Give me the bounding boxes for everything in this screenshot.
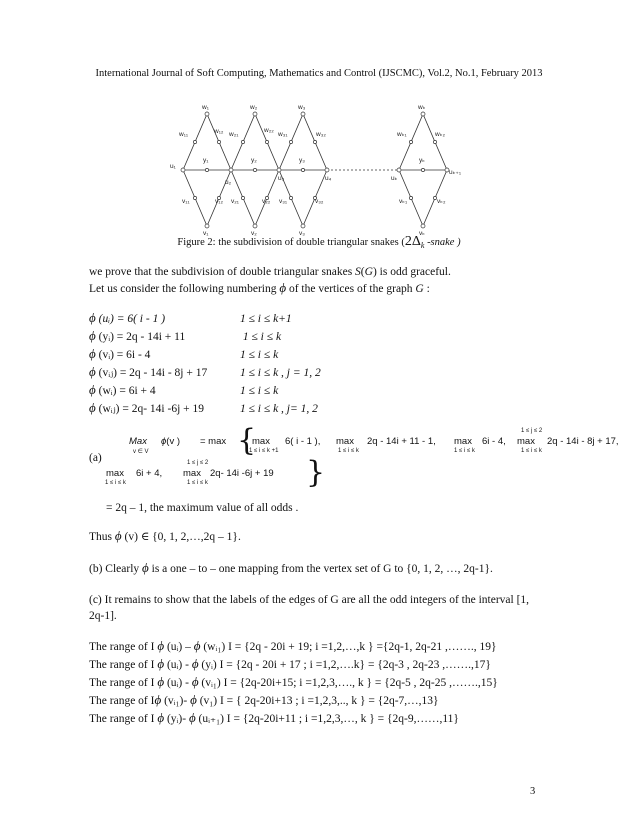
- svg-text:u₃: u₃: [278, 175, 285, 182]
- journal-header: International Journal of Soft Computing, Mathematics and Control (IJSCMC), Vol.2, No.1, February 2013: [95, 68, 543, 79]
- svg-text:y₃: y₃: [299, 157, 305, 164]
- equation-w: ϕ (wᵢ) = 6i + 4 1 ≤ i ≤ k: [89, 382, 279, 397]
- svg-text:w₁₂: w₁₂: [214, 128, 224, 135]
- intro-line-1: we prove that the subdivision of double triangular snakes S(G) is odd graceful.: [89, 266, 451, 278]
- svg-text:vₖ₁: vₖ₁: [399, 198, 408, 205]
- max-result: = 2q – 1, the maximum value of all odds .: [106, 502, 299, 514]
- svg-text:w₃: w₃: [298, 104, 306, 111]
- svg-text:v₂₂: v₂₂: [262, 198, 271, 205]
- svg-text:y₂: y₂: [251, 157, 257, 164]
- figure-caption: Figure 2: the subdivision of double triangular snakes ($2\Delta_k$ -snake ): [177, 234, 461, 251]
- double-triangular-snake-figure: [165, 98, 475, 236]
- svg-text:w₂₁: w₂₁: [229, 131, 239, 138]
- svg-text:u₄: u₄: [325, 175, 332, 182]
- svg-text:vₖ₂: vₖ₂: [437, 198, 446, 205]
- range-line-2: The range of I ϕ (uᵢ) - ϕ (yᵢ) I = {2q - 20i + 17 ; i =1,2,….k} = {2q-3 , 2q-23 ,…….,17}: [89, 656, 491, 671]
- page-number: 3: [530, 786, 536, 797]
- svg-text:wₖ₂: wₖ₂: [435, 131, 445, 138]
- svg-text:v₁₁: v₁₁: [182, 198, 190, 205]
- svg-text:uₖ₊₁: uₖ₊₁: [449, 169, 462, 176]
- svg-text:v₃₁: v₃₁: [279, 198, 288, 205]
- equation-v: ϕ (vᵢ) = 6i - 4 1 ≤ i ≤ k: [89, 346, 279, 361]
- equation-y: ϕ (yᵢ) = 2q - 14i + 11 1 ≤ i ≤ k: [89, 328, 282, 343]
- svg-text:y₁: y₁: [203, 157, 209, 164]
- svg-text:w₂: w₂: [250, 104, 258, 111]
- svg-text:w₁: w₁: [202, 104, 209, 111]
- part-c-line-2: 2q-1].: [89, 610, 117, 622]
- svg-text:v₁: v₁: [203, 230, 209, 236]
- part-b: (b) Clearly ϕ is a one – to – one mapping from the vertex set of G to {0, 1, 2, …, 2q-1}.: [89, 560, 493, 575]
- max-expression: (a) Max v ∈ V ϕ(v ) = max { max 1 ≤ i ≤ k +1 6( i - 1 ), max 1 ≤ i ≤ k 2q - 14i + 11 - 1, max 1 ≤ i ≤ k 6i - 4, 1 ≤ j ≤ 2 max: [89, 423, 543, 464]
- equation-vij: ϕ (vᵢⱼ) = 2q - 14i - 8j + 17 1 ≤ i ≤ k , j = 1, 2: [89, 364, 321, 379]
- range-line-4: The range of Iϕ (vᵢ₁)- ϕ (v₁) I = { 2q-20i+13 ; i =1,2,3,.., k } = {2q-7,…,13}: [89, 692, 439, 707]
- equation-wij: ϕ (wᵢⱼ) = 2q- 14i -6j + 19 1 ≤ i ≤ k , j= 1, 2: [89, 400, 318, 415]
- svg-text:v₂: v₂: [251, 230, 257, 236]
- svg-text:w₃₂: w₃₂: [316, 131, 326, 138]
- range-line-3: The range of I ϕ (uᵢ) - ϕ (vᵢ₁) I = {2q-20i+15; i =1,2,3,…., k } = {2q-5 , 2q-25 ,…….,15}: [89, 674, 498, 689]
- thus-line: Thus ϕ (v) ∈ {0, 1, 2,…,2q – 1}.: [89, 528, 241, 543]
- max-expression-continued: 1 ≤ i ≤ k 2q - 14i - 8j + 17, max 1 ≤ i ≤ k 6i + 4, 1 ≤ j ≤ 2 max 1 ≤ i ≤ k 2q- 14i -6j + 19 }: [105, 436, 619, 490]
- svg-text:yₖ: yₖ: [419, 157, 426, 164]
- svg-text:w₃₁: w₃₁: [278, 131, 288, 138]
- svg-text:uₖ: uₖ: [391, 175, 398, 182]
- intro-line-2: Let us consider the following numbering ϕ of the vertices of the graph G :: [89, 280, 430, 295]
- svg-text:v₃₂: v₃₂: [315, 198, 324, 205]
- part-c-line-1: (c) It remains to show that the labels of the edges of G are all the odd integers of the interval [1,: [89, 594, 530, 606]
- svg-text:v₁₂: v₁₂: [215, 198, 223, 205]
- equation-u: ϕ (uᵢ) = 6( i - 1 ) 1 ≤ i ≤ k+1: [89, 310, 292, 325]
- svg-text:wₖ: wₖ: [418, 104, 426, 111]
- svg-text:w₂₂: w₂₂: [264, 127, 274, 134]
- range-line-1: The range of I ϕ (uᵢ) – ϕ (wᵢ₁) I = {2q - 20i + 19; i =1,2,…,k } ={2q-1, 2q-21 ,……., 19}: [89, 638, 497, 653]
- svg-text:wₖ₁: wₖ₁: [397, 131, 407, 138]
- svg-text:v₃: v₃: [299, 230, 305, 236]
- range-line-5: The range of I ϕ (yᵢ)- ϕ (uᵢ₊₁) I = {2q-20i+11 ; i =1,2,3,…, k } = {2q-9,……,11}: [89, 710, 459, 725]
- svg-text:v₂₁: v₂₁: [231, 198, 239, 205]
- svg-text:u₁: u₁: [170, 163, 176, 170]
- svg-text:vₖ: vₖ: [419, 230, 426, 236]
- svg-text:u₂: u₂: [225, 179, 232, 186]
- svg-text:w₁₁: w₁₁: [179, 131, 189, 138]
